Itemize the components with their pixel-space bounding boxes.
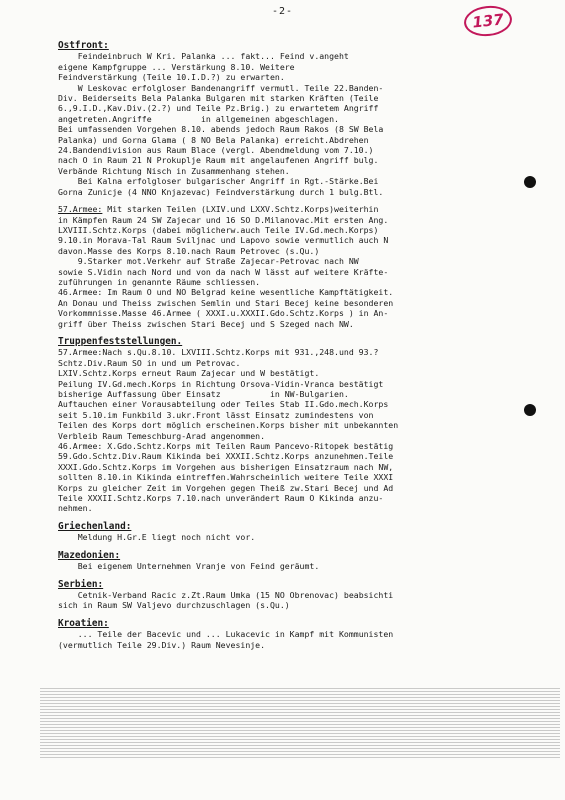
text-line: eigene Kampfgruppe ... Verstärkung 8.10. Weitere [58,61,295,72]
section-griechenland [58,521,558,543]
section-heading: Ostfront: [58,40,109,51]
text-line: Feindeinbruch W Kri. Palanka ... fakt... Feind v.angeht [58,51,349,62]
punch-hole-mark [524,176,536,188]
section-gap [58,572,558,579]
text-line: Verbleib Raum Temeschburg-Arad angenommen. [58,430,266,441]
section-ostfront [58,40,558,197]
section-heading: Kroatien: [58,617,109,629]
text-line: 46.Armee: Im Raum O und NO Belgrad keine wesentliche Kampftätigkeit. [58,287,394,298]
text-line: Vorkommnisse.Masse 46.Armee ( XXXI.u.XXXII.Gdo.Schtz.Korps ) in An- [58,308,389,319]
text-line [58,204,558,214]
section-serbien [58,579,558,611]
section-gap [58,197,558,204]
text-line: sich in Raum SW Valjevo durchzuschlagen (s.Qu.) [58,600,290,611]
text-line: Verbände Richtung Nisch in Zusammenhang stehen. [58,165,290,176]
text-line: griff über Theiss zwischen Stari Becej und S Szeged nach NW. [58,318,354,329]
text-line-remainder: Mit starken Teilen (LXIV.und LXXV.Schtz.Korps)weiterhin [102,204,379,215]
copy-smudge [40,688,560,758]
text-line: Feindverstärkung (Teile 10.I.D.?) zu erwarten. [58,72,285,83]
text-line: davon.Masse des Korps 8.10.nach Raum Petrovec (s.Qu.) [58,245,320,256]
section-mazedonien [58,550,558,572]
page-stamp: 137 [463,4,514,39]
text-line: Bei Kalna erfolgloser bulgarischer Angriff in Rgt.-Stärke.Bei [58,176,379,187]
section-gap [58,543,558,550]
text-line: LXVIII.Schtz.Korps (dabei möglicherw.auch Teile IV.Gd.mech.Korps) [58,224,379,235]
text-line: 9.Starker mot.Verkehr auf Straße Zajecar-Petrovac nach NW [58,256,359,267]
text-line: 24.Bandendivision aus Raum Blace (vergl. Abendmeldung vom 7.10.) [58,145,374,156]
text-line: An Donau und Theiss zwischen Semlin und Stari Becej keine besonderen [58,297,394,308]
text-line: sowie S.Vidin nach Nord und von da nach W lässt auf weitere Kräfte- [58,266,389,277]
section-gap [58,611,558,618]
section-gap [58,329,558,336]
text-line: ... Teile der Bacevic und ... Lukacevic in Kampf mit Kommunisten [58,629,394,640]
section-57-armee [58,204,558,329]
section-kroatien [58,618,558,650]
text-line: angetreten.Angriffe in allgemeinen abgeschlagen. [58,113,339,124]
section-heading: Mazedonien: [58,549,121,561]
text-line: XXXI.Gdo.Schtz.Korps im Vorgehen aus bisherigen Einsatzraum nach NW, [58,461,394,472]
section-heading: 57.Armee: [58,204,103,215]
section-heading: Griechenland: [58,520,132,532]
text-line: zuführungen in genannte Räume schliessen. [58,276,261,287]
text-line: 57.Armee:Nach s.Qu.8.10. LXVIII.Schtz.Korps mit 931.,248.und 93.? [58,347,379,358]
text-line: Cetnik-Verband Racic z.Zt.Raum Umka (15 NO Obrenovac) beabsichti [58,589,394,600]
text-line: Teilen des Korps dort möglich erscheinen.Korps bisher mit unbekannten [58,420,399,431]
text-line: nehmen. [58,503,93,514]
section-gap [58,514,558,521]
section-heading: Truppenfeststellungen. [58,335,183,347]
text-line: LXIV.Schtz.Korps erneut Raum Zajecar und W bestätigt. [58,368,320,379]
text-line: Meldung H.Gr.E liegt noch nicht vor. [58,532,256,543]
text-line: Peilung IV.Gd.mech.Korps in Richtung Orsova-Vidin-Vranca bestätigt [58,378,384,389]
section-heading: Serbien: [58,578,104,590]
document-body [58,40,558,657]
section-truppenfeststellungen [58,336,558,514]
text-line: 6.,9.I.D.,Kav.Div.(2.?) und Teile Pz.Brig.) zu erwartetem Angriff [58,103,379,114]
text-line: in Kämpfen Raum 24 SW Zajecar und 16 SO D.Milanovac.Mit ersten Ang. [58,214,389,225]
text-line: Auftauchen einer Vorausabteilung oder Teiles Stab II.Gdo.mech.Korps [58,399,389,410]
text-line: W Leskovac erfolgloser Bandenangriff vermutl. Teile 22.Banden- [58,82,384,93]
text-line: seit 5.10.im Funkbild 3.ukr.Front lässt Einsatz zumindestens von [58,409,374,420]
text-line: Div. Beiderseits Bela Palanka Bulgaren mit starken Kräften (Teile [58,93,379,104]
text-line: 46.Armee: X.Gdo.Schtz.Korps mit Teilen Raum Pancevo-Ritopek bestätig [58,441,394,452]
text-line: Teile XXXII.Schtz.Korps 7.10.nach unverändert Raum O Kikinda anzu- [58,493,384,504]
text-line: Korps zu gleicher Zeit im Vorgehen gegen Theiß zw.Stari Becej und Ad [58,482,394,493]
section-gap [58,650,558,657]
text-line: (vermutlich Teile 29.Div.) Raum Nevesinje. [58,639,266,650]
text-line: Bei eigenem Unternehmen Vranje von Feind geräumt. [58,561,320,572]
text-line: 9.10.in Morava-Tal Raum Sviljnac und Lapovo sowie vermutlich auch N [58,235,389,246]
text-line: nach O in Raum 21 N Prokuplje Raum mit angelaufenen Angriff bulg. [58,155,379,166]
text-line: Palanka) und Gorna Glama ( 8 NO Bela Palanka) erreicht.Abdrehen [58,134,369,145]
text-line: 59.Gdo.Schtz.Div.Raum Kikinda bei XXXII.Schtz.Korps anzunehmen.Teile [58,451,394,462]
text-line: sollten 8.10.in Kikinda eintreffen.Wahrscheinlich weitere Teile XXXI [58,472,394,483]
text-line: Schtz.Div.Raum SO in und um Petrovac. [58,357,241,368]
text-line: bisherige Auffassung über Einsatz in NW-Bulgarien. [58,389,349,399]
text-line: Bei umfassenden Vorgehen 8.10. abends jedoch Raum Rakos (8 SW Bela [58,124,384,135]
text-line: Gorna Zunicje (4 NNO Knjazevac) Feindverstärkung durch 1 bulg.Btl. [58,186,384,197]
page-number: -2- [271,6,294,17]
punch-hole-mark [524,404,536,416]
